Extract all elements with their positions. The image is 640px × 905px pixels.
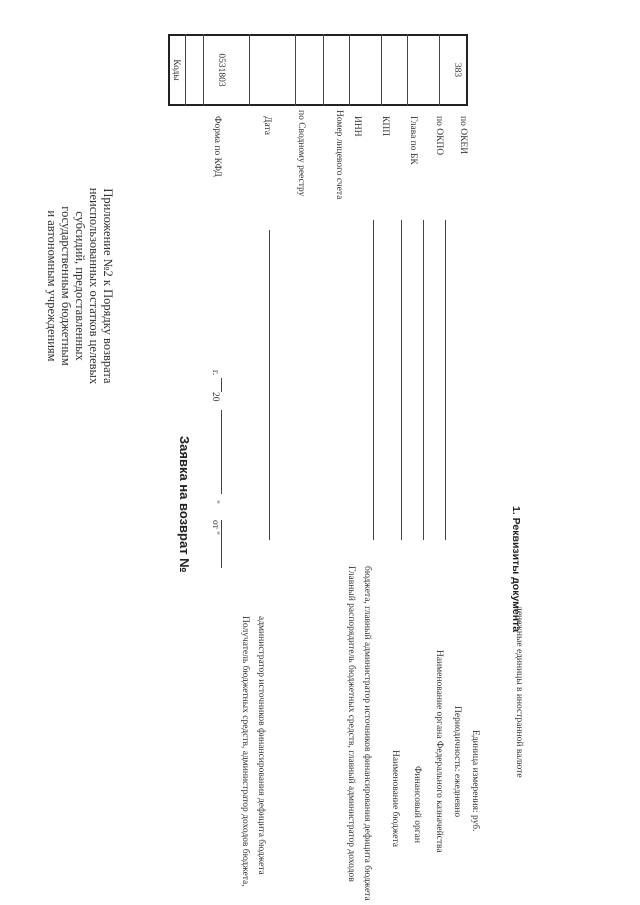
recipient-field[interactable] [269,230,270,540]
section-title: 1. Реквизиты документа [510,506,522,633]
manager-label-1: Главный распорядитель бюджетных средств, главный администратор доходов [346,566,356,882]
appendix-line-3: субсидий, предоставленных [73,211,87,361]
date-label: Дата [262,116,272,135]
treasury-org-field[interactable] [445,220,446,540]
appendix-line-2: неиспользованных остатков целевых [87,187,101,385]
okpo-label: по ОКПО [434,116,444,156]
fin-org-field[interactable] [423,220,424,540]
date-prefix: от " [210,520,220,536]
recipient-label-2: администратор источников финансирования дефицита бюджета [256,616,266,875]
budget-name-label: Наименование бюджета [390,750,400,847]
codes-header: Коды [167,34,186,106]
appendix-header [45,86,115,486]
recipient-label-1: Получатель бюджетных средств, администратор доходов бюджета, [240,616,250,887]
okei-label: по ОКЕИ [458,116,468,155]
manager-label-2: бюджета, главный администратор источников финансирования дефицита бюджета [362,566,372,901]
treasury-org-label: Наименование органа Федерального казначейства [434,650,444,853]
currency-footnote: денежные единицы в иностранной валюте [514,606,524,778]
appendix-line-4: государственным бюджетным [59,206,73,366]
appendix-line-1: Приложение №2 к Порядку возврата [101,188,115,384]
chapter-label: Глава по БК [408,116,418,165]
account-label: Номер лицевого счета [334,110,344,200]
form-code-value: 0531803 [216,53,226,87]
inn-label: ИНН [352,116,362,137]
year-suffix: г. [210,370,220,376]
manager-field[interactable] [373,220,374,540]
date-quote: " [210,500,220,504]
fin-org-label: Финансовый орган [412,766,422,843]
kpp-label: КПП [380,116,390,137]
codes-row-divider [439,34,440,106]
form-label: Форма по КФД [212,116,222,177]
codes-row-divider [203,34,204,106]
codes-row-divider [323,34,324,106]
codes-row-divider [407,34,408,106]
budget-name-field[interactable] [401,220,402,540]
month-field[interactable] [221,410,222,494]
codes-row-divider [249,34,250,106]
appendix-line-5: и автономным учреждениям [45,210,59,362]
day-field[interactable] [221,520,222,568]
codes-row-divider [295,34,296,106]
codes-row-divider [349,34,350,106]
registry-label: по Сводному реестру [296,110,306,197]
codes-row-divider [381,34,382,106]
year-prefix: 20 [210,392,220,402]
periodicity-label: Периодичность: ежедневно [452,706,462,818]
unit-label: Единица измерения: руб. [470,730,480,832]
codes-box [168,34,468,106]
okei-code-value: 383 [452,62,462,78]
year-field[interactable] [221,378,222,392]
document-title: Заявка на возврат № [177,436,192,573]
